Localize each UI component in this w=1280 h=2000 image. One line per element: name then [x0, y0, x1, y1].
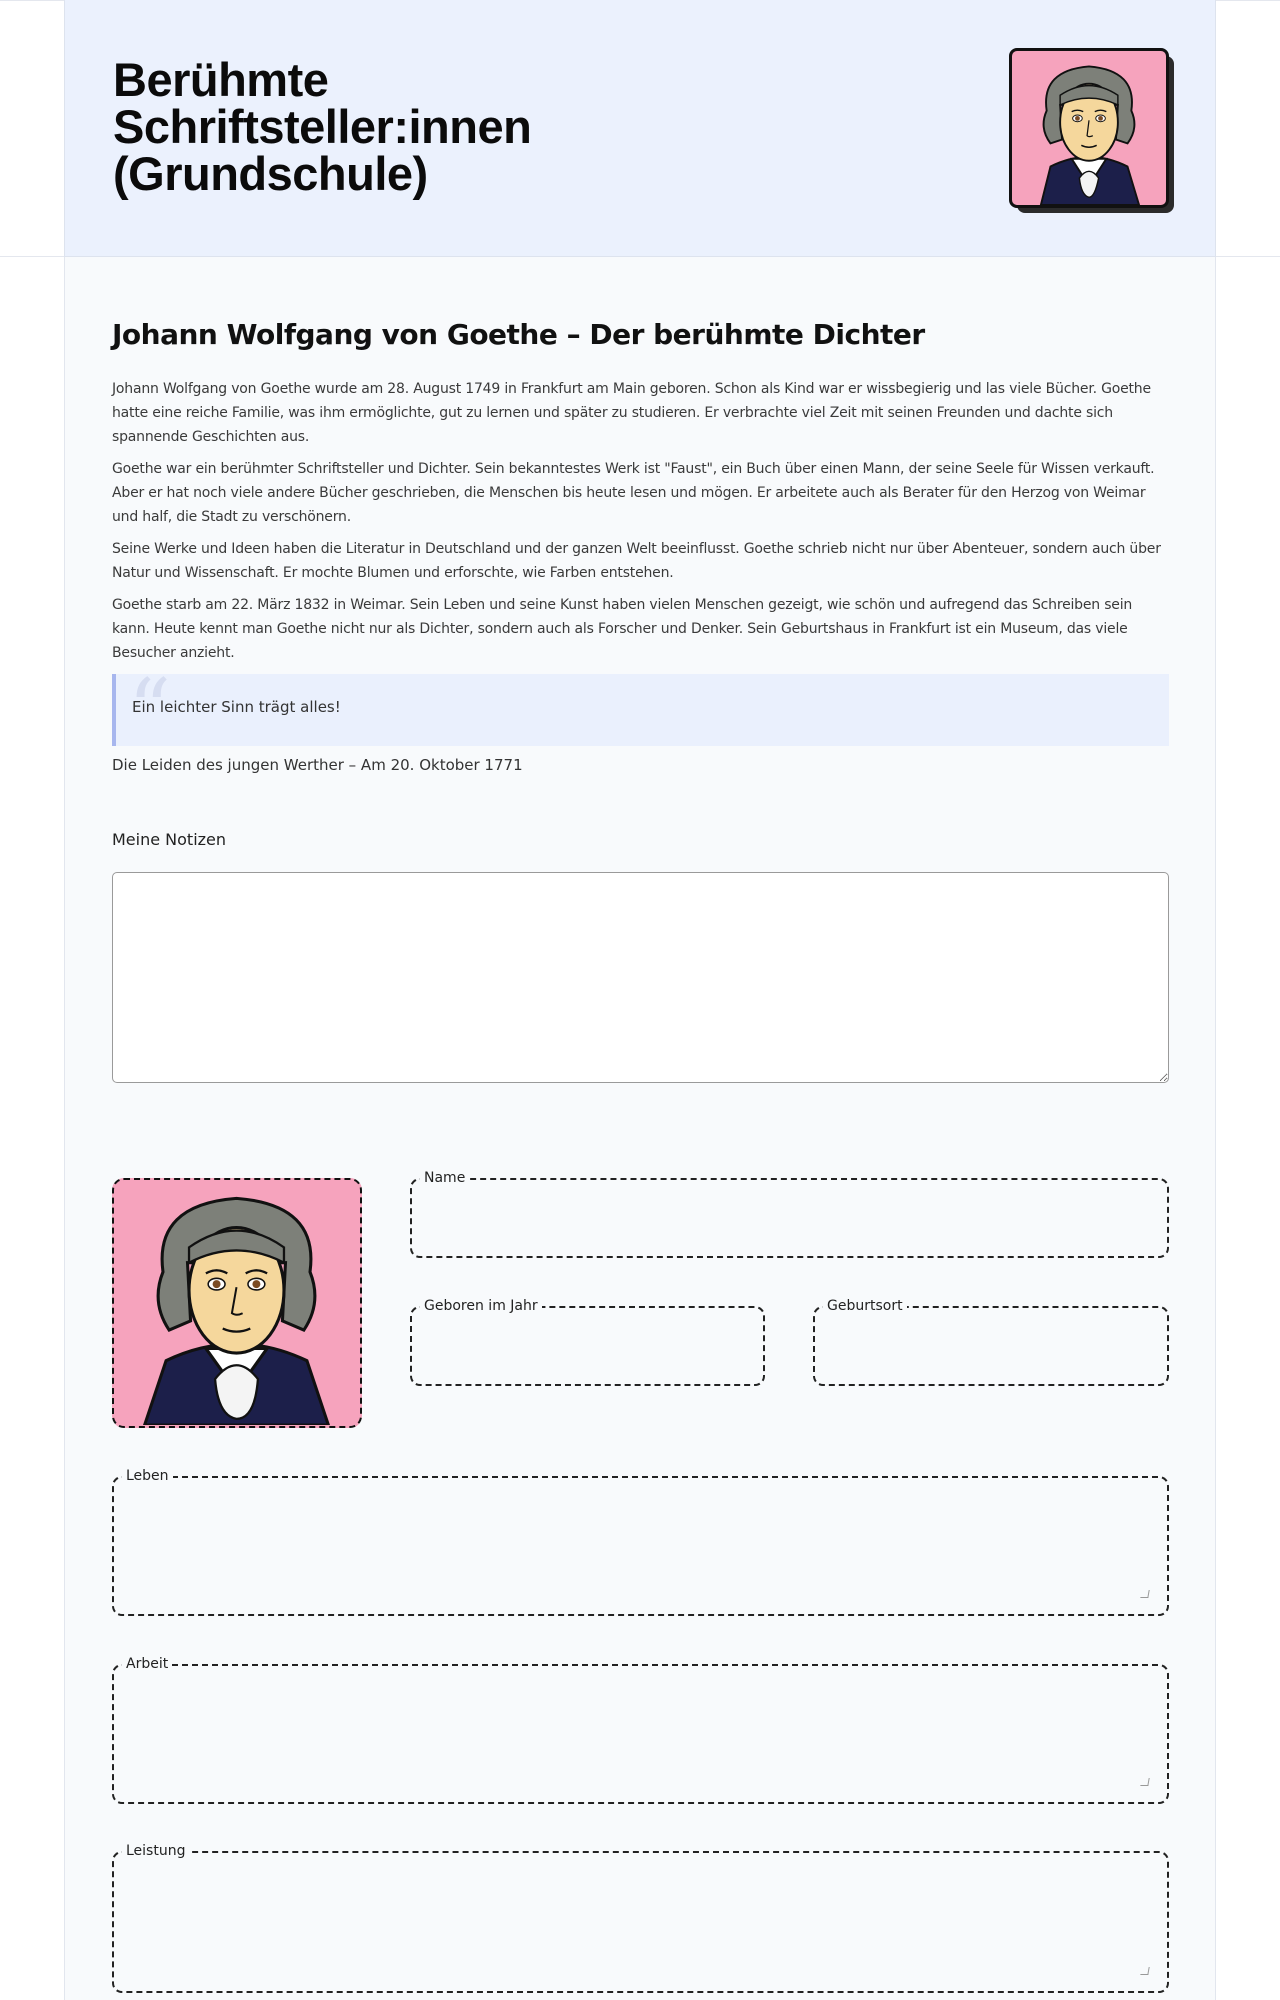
leben-label: Leben [122, 1466, 173, 1486]
quote-text: Ein leichter Sinn trägt alles! [132, 698, 341, 716]
arbeit-textarea[interactable] [120, 1672, 1161, 1796]
article-paragraph-2: Goethe war ein berühmter Schriftsteller und Dichter. Sein bekanntestes Werk ist "Faust", ein Buch über einen Mann, der seine Seele für Wissen verkauft. Aber er hat noch viele andere Bücher geschrieben, die Menschen bis heute lesen und mögen. Er arbeitete auch als Berater für den Herzog von Weimar und half, die Stadt zu verschönern. [112, 461, 1155, 525]
leistung-field [112, 1843, 1169, 1993]
arbeit-label: Arbeit [122, 1654, 172, 1674]
header-portrait-card [1009, 48, 1174, 213]
article-paragraph-3: Seine Werke und Ideen haben die Literatur in Deutschland und der ganzen Welt beeinflusst. Goethe schrieb nicht nur über Abenteuer, sondern auch über Natur und Wissenschaft. Er mochte Blumen und erforschte, wie Farben entstehen. [112, 541, 1161, 581]
article-title: Johann Wolfgang von Goethe – Der berühmte Dichter [112, 318, 925, 351]
resize-grip-icon[interactable] [1140, 1967, 1149, 1975]
profile-portrait-image [112, 1178, 362, 1428]
leistung-textarea[interactable] [120, 1859, 1161, 1985]
page-header [64, 0, 1216, 257]
name-input[interactable] [418, 1186, 1161, 1250]
notes-textarea[interactable] [112, 872, 1169, 1083]
article-paragraph-4: Goethe starb am 22. März 1832 in Weimar. Sein Leben und seine Kunst haben vielen Menschen gezeigt, wie schön und aufregend das Schreiben sein kann. Heute kennt man Goethe nicht nur als Dichter, sondern auch als Forscher und Denker. Sein Geburtshaus in Frankfurt ist ein Museum, das viele Besucher anzieht. [112, 597, 1133, 661]
goethe-portrait-icon [114, 1180, 359, 1425]
birth-year-label: Geboren im Jahr [420, 1296, 542, 1316]
quote-box [112, 661, 1169, 759]
birth-year-field [410, 1298, 765, 1386]
quote-source: Die Leiden des jungen Werther – Am 20. Oktober 1771 [112, 756, 523, 774]
goethe-portrait-icon [1012, 51, 1166, 205]
resize-grip-icon[interactable] [1140, 1590, 1149, 1598]
article-paragraph-1: Johann Wolfgang von Goethe wurde am 28. August 1749 in Frankfurt am Main geboren. Schon als Kind war er wissbegierig und las viele Bücher. Goethe hatte eine reiche Familie, was ihm ermöglichte, gut zu lernen und später zu studieren. Er verbrachte viel Zeit mit seinen Freunden und dachte sich spannende Geschichten aus. [112, 381, 1151, 445]
birthplace-label: Geburtsort [823, 1296, 907, 1316]
birthplace-input[interactable] [821, 1314, 1161, 1378]
name-field [410, 1170, 1169, 1258]
birth-year-input[interactable] [418, 1314, 757, 1378]
quote-mark-icon: “ [128, 661, 171, 759]
leistung-label: Leistung [122, 1841, 189, 1861]
leben-textarea[interactable] [120, 1484, 1161, 1608]
notes-label: Meine Notizen [112, 830, 227, 849]
birthplace-field [813, 1298, 1169, 1386]
resize-grip-icon[interactable] [1140, 1778, 1149, 1786]
header-portrait-image [1009, 48, 1169, 208]
arbeit-field [112, 1656, 1169, 1804]
name-field-label: Name [420, 1168, 469, 1188]
page-title: Berühmte Schriftsteller:innen (Grundschule) [113, 53, 532, 200]
leben-field [112, 1468, 1169, 1616]
